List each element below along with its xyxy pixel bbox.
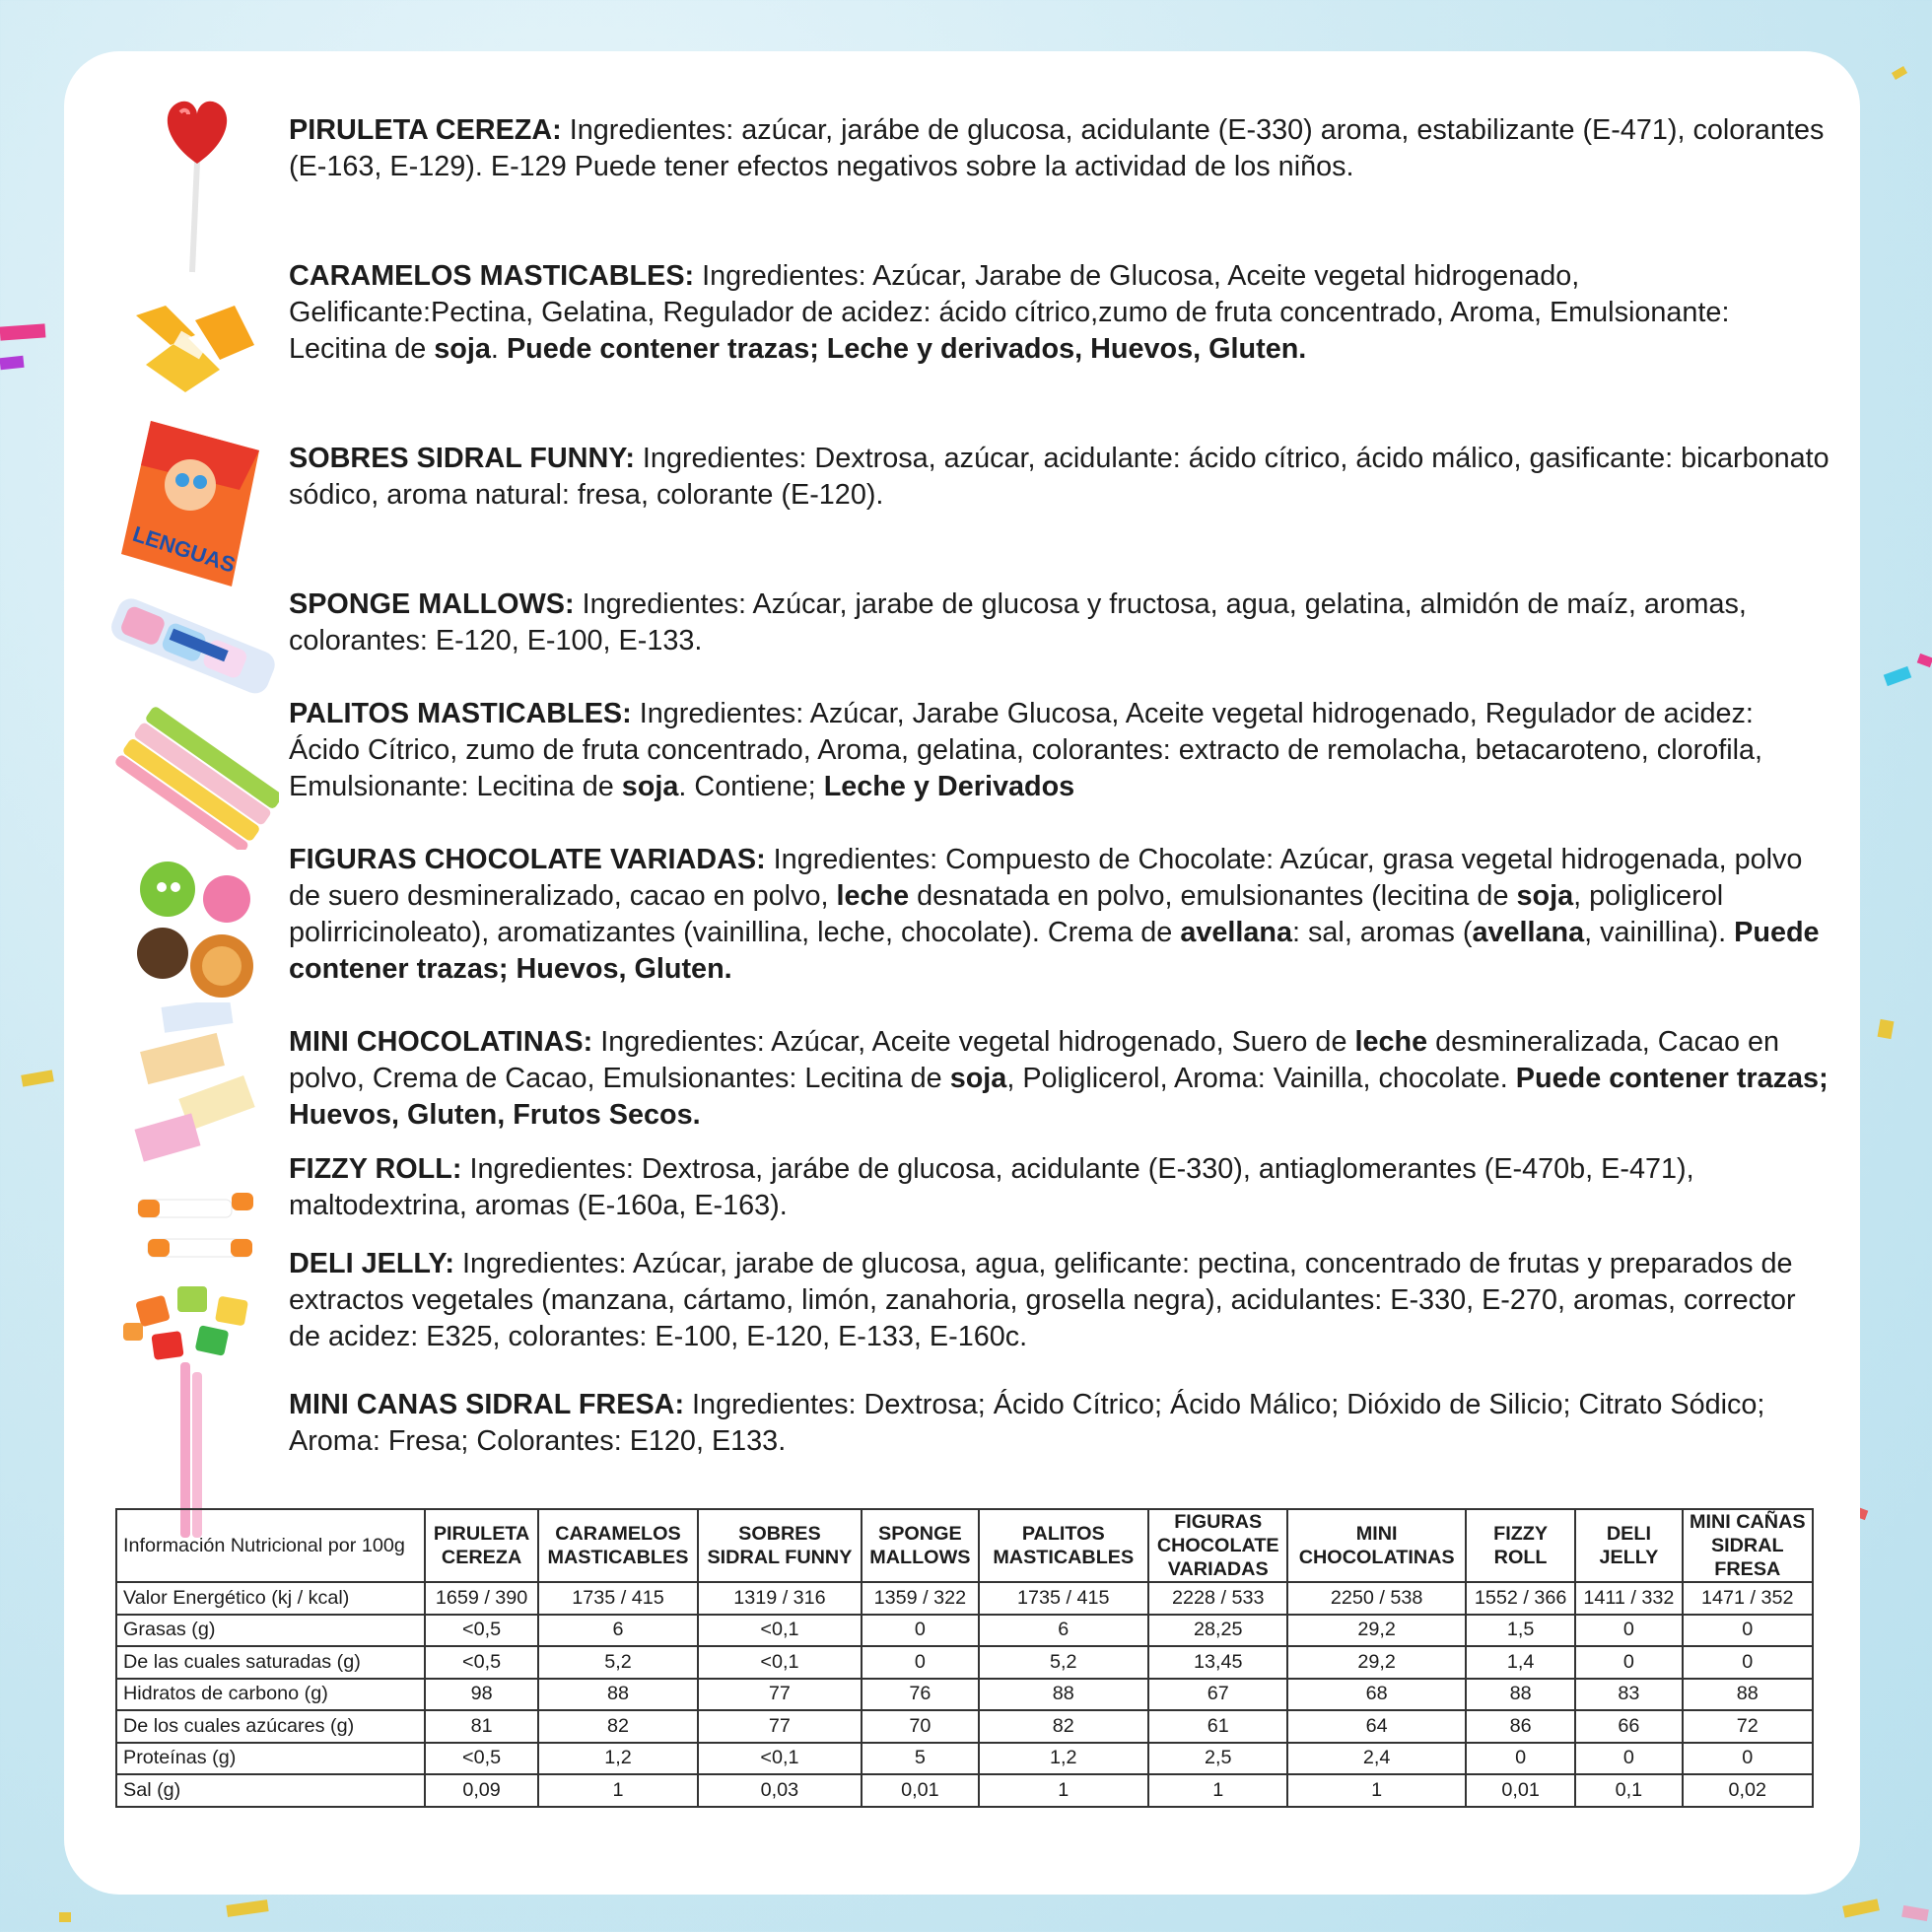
product-name: MINI CHOCOLATINAS: [289,1026,593,1058]
column-header-line: CARAMELOS [555,1523,681,1545]
table-cell: 2228 / 533 [1148,1582,1287,1615]
column-header [1575,1509,1682,1582]
table-cell: 0,1 [1575,1774,1682,1807]
product-entry [289,1387,1831,1460]
column-header-line: FIZZY [1493,1523,1549,1545]
table-cell: 29,2 [1287,1615,1466,1647]
table-cell: 13,45 [1148,1646,1287,1679]
table-row [116,1646,1813,1679]
table-cell: 0 [862,1615,978,1647]
table-cell: 0,03 [698,1774,862,1807]
table-cell: 1 [1287,1774,1466,1807]
ingredient-text: Ingredientes: Azúcar, Aceite vegetal hidrogenado, Suero de [592,1026,1355,1058]
column-header [1466,1509,1575,1582]
heart-lollipop-icon [153,93,242,275]
column-header-line: SOBRES [738,1523,821,1545]
table-cell: 82 [538,1710,697,1743]
row-label: Grasas (g) [116,1615,425,1647]
table-cell: 6 [538,1615,697,1647]
product-name: PIRULETA CEREZA: [289,114,562,146]
ingredient-text: : sal, aromas ( [1292,917,1473,948]
table-cell: 72 [1683,1710,1813,1743]
ingredient-text: , Poliglicerol, Aroma: Vainilla, chocolate. [1006,1063,1516,1094]
table-cell: 76 [862,1679,978,1711]
column-header-line: PIRULETA [433,1523,530,1545]
ingredient-text: Ingredientes: Azúcar, Jarabe de Glucosa, Aceite vegetal hidrogenado, Gelificante:Pectina, Gelatina, Regulador de acidez: ácido cítrico,zumo de fruta concentrado, Aroma, Emulsionante: Lecitina de [289,260,1730,365]
table-cell: 77 [698,1710,862,1743]
allergen-text: Puede contener trazas; Huevos, Gluten, Frutos Secos. [289,1063,1828,1131]
table-cell: <0,1 [698,1646,862,1679]
table-row [116,1615,1813,1647]
column-header [1683,1509,1813,1582]
table-cell: 0 [1683,1615,1813,1647]
column-header-line: MINI [1355,1523,1398,1545]
ingredient-text: . Contiene; [678,771,824,802]
product-name: SOBRES SIDRAL FUNNY: [289,443,635,474]
table-cell: 68 [1287,1679,1466,1711]
table-cell: 77 [698,1679,862,1711]
table-cell: 1,4 [1466,1646,1575,1679]
column-header [538,1509,697,1582]
nutrition-body [116,1582,1813,1807]
table-cell: 0 [1683,1646,1813,1679]
table-cell: 98 [425,1679,538,1711]
chocolate-figure-icon [128,850,266,1007]
table-cell: 1359 / 322 [862,1582,978,1615]
product-entry [289,1246,1831,1355]
table-cell: 1 [1148,1774,1287,1807]
table-cell: <0,5 [425,1743,538,1775]
sidral-sachet-icon [121,411,259,588]
column-header-line: CHOCOLATINAS [1298,1547,1455,1568]
table-row [116,1774,1813,1807]
column-header-line: CEREZA [441,1547,522,1568]
column-header-line: FRESA [1714,1558,1781,1580]
allergen-text: avellana [1180,917,1292,948]
table-cell: 83 [1575,1679,1682,1711]
ingredient-text: Ingredientes: Azúcar, jarabe de glucosa, agua, gelificante: pectina, concentrado de frutas y preparados de extractos vegetales (manzana, cártamo, limón, zanahoria, grosella negra), acidulantes: E-330, E-270, aromas, corrector de acidez: E325, colorantes: E-100, E-120, E-133, E-160c. [289,1248,1796,1352]
allergen-text: Puede contener trazas; Huevos, Gluten. [289,917,1820,985]
row-label: Hidratos de carbono (g) [116,1679,425,1711]
table-cell: 67 [1148,1679,1287,1711]
product-entry [289,586,1831,659]
allergen-text: soja [434,333,491,365]
table-cell: 70 [862,1710,978,1743]
table-cell: 1,2 [979,1743,1149,1775]
ingredient-text: Ingredientes: Dextrosa, azúcar, acidulante: ácido cítrico, ácido málico, gasificante: bicarbonato sódico, aroma natural: fresa, colorante (E-120). [289,443,1829,511]
allergen-text: leche [1354,1026,1428,1058]
column-header [1287,1509,1466,1582]
column-header [979,1509,1149,1582]
column-header [862,1509,978,1582]
column-header [698,1509,862,1582]
table-cell: <0,1 [698,1615,862,1647]
table-cell: 1735 / 415 [979,1582,1149,1615]
product-name: FIZZY ROLL: [289,1153,462,1185]
table-cell: 64 [1287,1710,1466,1743]
column-header-line: SIDRAL FUNNY [707,1547,853,1568]
column-header-line: MASTICABLES [547,1547,689,1568]
table-cell: 88 [1683,1679,1813,1711]
table-cell: 29,2 [1287,1646,1466,1679]
ingredient-text: , poliglicerol polirricinoleato), aromatizantes (vainillina, leche, chocolate). Crema de [289,880,1724,948]
product-entry [289,441,1831,514]
column-header-line: PALITOS [1021,1523,1105,1545]
product-entry [289,696,1831,805]
table-row [116,1679,1813,1711]
table-cell: 88 [1466,1679,1575,1711]
table-cell: 5,2 [979,1646,1149,1679]
sponge-mallow-icon [99,588,281,707]
column-header-line: JELLY [1599,1547,1659,1568]
table-cell: 61 [1148,1710,1287,1743]
table-cell: 1 [538,1774,697,1807]
allergen-text: Leche y Derivados [823,771,1075,802]
ingredients-card [64,51,1860,1895]
table-cell: 1 [979,1774,1149,1807]
ingredient-text: Ingredientes: Dextrosa; Ácido Cítrico; Ácido Málico; Dióxido de Silicio; Citrato Sódico; Aroma: Fresa; Colorantes: E120, E133. [289,1389,1765,1457]
ingredient-text: desnatada en polvo, emulsionantes (lecitina de [909,880,1517,912]
column-header-line: SIDRAL [1710,1535,1784,1556]
chewy-stick-icon [111,702,279,850]
table-cell: 1411 / 332 [1575,1582,1682,1615]
svg-text:LENGUAS: LENGUAS [129,520,239,578]
table-cell: 0,01 [862,1774,978,1807]
row-label: Proteínas (g) [116,1743,425,1775]
table-cell: 5 [862,1743,978,1775]
table-cell: 82 [979,1710,1149,1743]
ingredient-text: Ingredientes: Azúcar, Jarabe Glucosa, Aceite vegetal hidrogenado, Regulador de acidez: Ácido Cítrico, zumo de fruta concentrado, Aroma, gelatina, colorantes: extracto de remolacha, betacaroteno, clorofila, Emulsionante: Lecitina de [289,698,1763,802]
table-cell: 88 [538,1679,697,1711]
table-cell: 2250 / 538 [1287,1582,1466,1615]
column-header-line: ROLL [1493,1547,1548,1568]
row-label: Valor Energético (kj / kcal) [116,1582,425,1615]
fizzy-roll-icon [128,1185,266,1274]
table-row [116,1582,1813,1615]
nutrition-header-row [116,1509,1813,1582]
table-cell: 0 [1575,1646,1682,1679]
ingredient-text: , vainillina). [1584,917,1735,948]
table-cell: 5,2 [538,1646,697,1679]
table-cell: 1471 / 352 [1683,1582,1813,1615]
ingredient-text: Ingredientes: Dextrosa, jarábe de glucosa, acidulante (E-330), antiaglomerantes (E-470b, E-471), maltodextrina, aromas (E-160a, E-163). [289,1153,1694,1221]
ingredient-text: desmineralizada, Cacao en polvo, Crema de Cacao, Emulsionantes: Lecitina de [289,1026,1780,1094]
column-header-line: FIGURAS [1174,1511,1263,1533]
table-row [116,1710,1813,1743]
column-header-line: VARIADAS [1167,1558,1269,1580]
table-cell: <0,1 [698,1743,862,1775]
row-label: Sal (g) [116,1774,425,1807]
table-cell: 86 [1466,1710,1575,1743]
table-cell: <0,5 [425,1646,538,1679]
table-cell: 1735 / 415 [538,1582,697,1615]
table-cell: 2,4 [1287,1743,1466,1775]
table-cell: 0 [1575,1743,1682,1775]
product-entry [289,258,1831,368]
column-header-line: MALLOWS [869,1547,971,1568]
table-cell: 28,25 [1148,1615,1287,1647]
product-entry [289,842,1831,988]
table-cell: 0,09 [425,1774,538,1807]
column-header-line: CHOCOLATE [1156,1535,1279,1556]
table-cell: 0 [862,1646,978,1679]
product-name: DELI JELLY: [289,1248,455,1279]
ingredient-text: Ingredientes: Compuesto de Chocolate: Azúcar, grasa vegetal hidrogenada, polvo de suero desmineralizado, cacao en polvo, [289,844,1803,912]
table-cell: 1319 / 316 [698,1582,862,1615]
table-cell: 0,02 [1683,1774,1813,1807]
allergen-text: soja [949,1063,1007,1094]
table-cell: 6 [979,1615,1149,1647]
ingredient-text: Ingredientes: Azúcar, jarabe de glucosa y fructosa, agua, gelatina, almidón de maíz, aromas, colorantes: E-120, E-100, E-133. [289,588,1747,656]
allergen-text: Puede contener trazas; Leche y derivados, Huevos, Gluten. [506,333,1307,365]
table-cell: 2,5 [1148,1743,1287,1775]
table-cell: <0,5 [425,1615,538,1647]
column-header-line: SPONGE [878,1523,962,1545]
column-header-line: MASTICABLES [993,1547,1135,1568]
chewy-candy-icon [126,276,264,404]
product-name: CARAMELOS MASTICABLES: [289,260,695,292]
product-name: SPONGE MALLOWS: [289,588,575,620]
table-cell: 0 [1466,1743,1575,1775]
column-header [425,1509,538,1582]
table-cell: 66 [1575,1710,1682,1743]
table-cell: 1552 / 366 [1466,1582,1575,1615]
allergen-text: avellana [1472,917,1585,948]
table-cell: 88 [979,1679,1149,1711]
table-cell: 81 [425,1710,538,1743]
table-row [116,1743,1813,1775]
ingredient-text: Ingredientes: azúcar, jarábe de glucosa, acidulante (E-330) aroma, estabilizante (E-471), colorantes (E-163, E-129). E-129 Puede tener efectos negativos sobre la actividad de los niños. [289,114,1825,182]
column-header [1148,1509,1287,1582]
product-entry [289,1024,1831,1134]
mini-chocolate-bar-icon [133,1002,261,1170]
table-cell: 0 [1575,1615,1682,1647]
table-cell: 1659 / 390 [425,1582,538,1615]
product-name: MINI CANAS SIDRAL FRESA: [289,1389,685,1420]
product-entry [289,1151,1831,1224]
row-label: De las cuales saturadas (g) [116,1646,425,1679]
ingredient-text: . [490,333,507,365]
table-cell: 0 [1683,1743,1813,1775]
allergen-text: soja [621,771,679,802]
table-cell: 1,2 [538,1743,697,1775]
product-name: FIGURAS CHOCOLATE VARIADAS: [289,844,766,875]
table-cell: 1,5 [1466,1615,1575,1647]
product-entry [289,112,1831,185]
allergen-text: leche [836,880,910,912]
table-corner-label: Información Nutricional por 100g [116,1509,425,1582]
table-cell: 0,01 [1466,1774,1575,1807]
column-header-line: DELI [1606,1523,1651,1545]
allergen-text: soja [1516,880,1574,912]
product-name: PALITOS MASTICABLES: [289,698,632,729]
nutrition-table [115,1508,1814,1808]
column-header-line: MINI CAÑAS [1689,1511,1806,1533]
row-label: De los cuales azúcares (g) [116,1710,425,1743]
